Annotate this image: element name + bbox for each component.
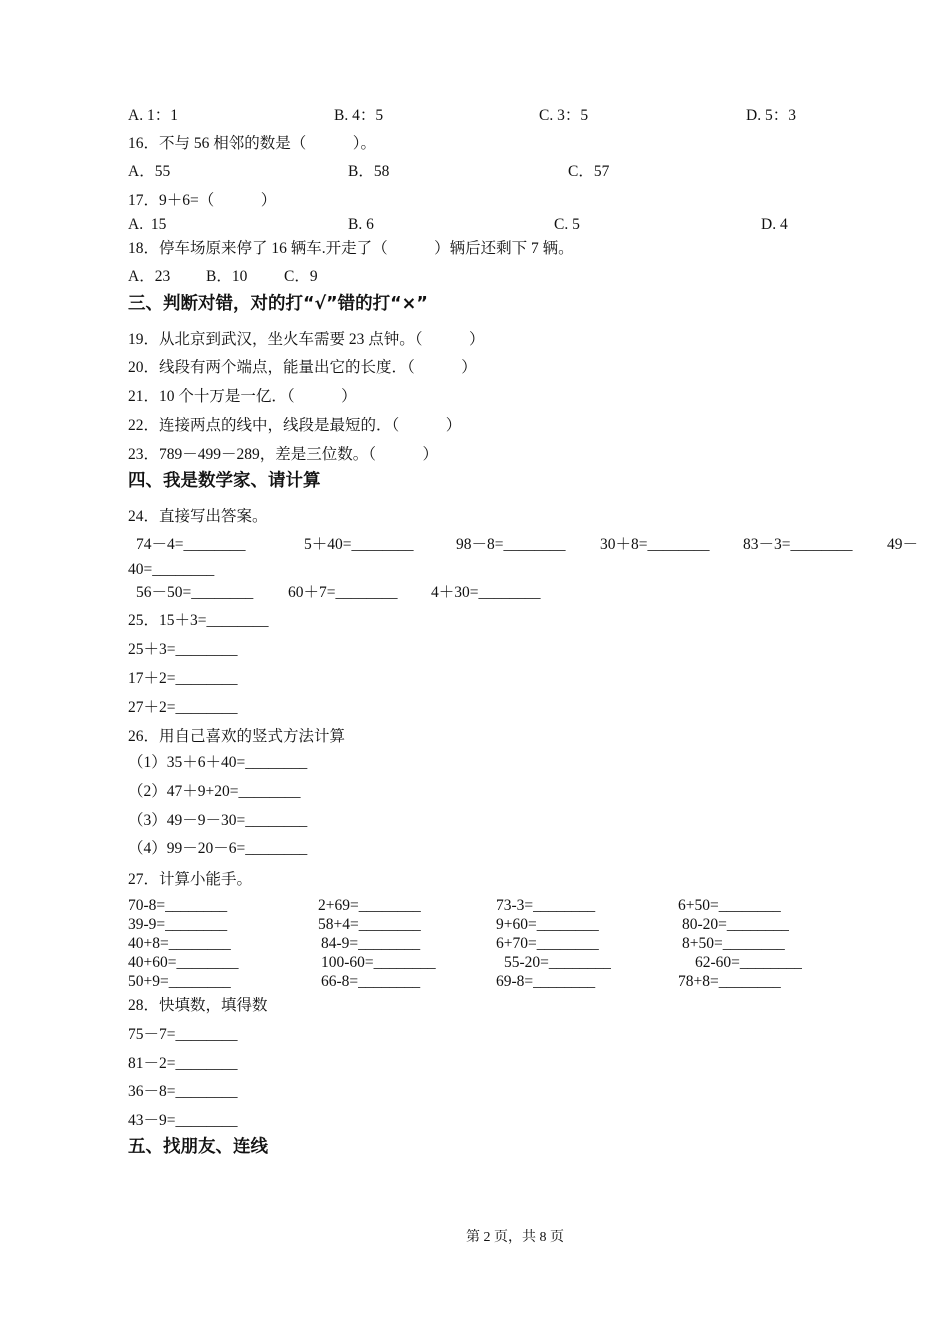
q27-expression: 9+60=________ — [496, 916, 599, 933]
q18-option-b: B．10 — [206, 268, 248, 285]
q24-expression: 60＋7=________ — [288, 584, 398, 601]
q24-expression: 74－4=________ — [136, 536, 246, 553]
q27-expression: 70-8=________ — [128, 897, 228, 914]
q27-expression: 78+8=________ — [678, 973, 781, 990]
q27-expression: 6+70=________ — [496, 935, 599, 952]
q24-expression: 30＋8=________ — [600, 536, 710, 553]
q27-expression: 80-20=________ — [682, 916, 789, 933]
q17-option-b: B. 6 — [348, 216, 374, 233]
q17-option-a: A. 15 — [128, 216, 167, 233]
q27-expression: 62-60=________ — [695, 954, 802, 971]
q25-line: 27＋2=________ — [128, 699, 238, 716]
q17-option-c: C. 5 — [554, 216, 580, 233]
q27-expression: 84-9=________ — [321, 935, 421, 952]
q28-item: 36－8=________ — [128, 1083, 238, 1100]
q27-expression: 40+8=________ — [128, 935, 231, 952]
q15-option-b: B. 4：5 — [334, 107, 384, 124]
section-4-title: 四、我是数学家、请计算 — [128, 471, 321, 491]
q25-line: 17＋2=________ — [128, 670, 238, 687]
q16-option-c: C．57 — [568, 163, 610, 180]
q27-stem: 27．计算小能手。 — [128, 871, 253, 888]
q27-expression: 66-8=________ — [321, 973, 421, 990]
q27-expression: 69-8=________ — [496, 973, 596, 990]
section-5-title: 五、找朋友、连线 — [128, 1137, 268, 1157]
q25-line: 25＋3=________ — [128, 641, 238, 658]
judge-item: 19．从北京到武汉，坐火车需要 23 点钟。（ ） — [128, 331, 485, 348]
q24-expression: 98－8=________ — [456, 536, 566, 553]
q27-expression: 73-3=________ — [496, 897, 596, 914]
q26-item: （2）47＋9+20=________ — [128, 783, 301, 800]
q26-item: （4）99－20－6=________ — [128, 840, 308, 857]
page-footer: 第 2 页，共 8 页 — [466, 1230, 564, 1245]
q25-line: 25．15＋3=________ — [128, 612, 269, 629]
q26-item: （1）35＋6＋40=________ — [128, 754, 308, 771]
judge-item: 21．10 个十万是一亿．（ ） — [128, 388, 357, 405]
q27-expression: 58+4=________ — [318, 916, 421, 933]
q28-item: 75－7=________ — [128, 1026, 238, 1043]
q27-expression: 100-60=________ — [321, 954, 436, 971]
q24-expression: 49－ — [887, 536, 919, 553]
q27-expression: 6+50=________ — [678, 897, 781, 914]
q24-expression: 5＋40=________ — [304, 536, 414, 553]
q26-item: （3）49－9－30=________ — [128, 812, 308, 829]
q16-option-b: B．58 — [348, 163, 390, 180]
q15-option-c: C. 3：5 — [539, 107, 589, 124]
q17-stem: 17．9＋6=（ ） — [128, 192, 277, 209]
q15-option-a: A. 1：1 — [128, 107, 178, 124]
q27-expression: 39-9=________ — [128, 916, 228, 933]
q24-stem: 24．直接写出答案。 — [128, 508, 268, 525]
q27-expression: 40+60=________ — [128, 954, 239, 971]
q28-item: 81－2=________ — [128, 1055, 238, 1072]
q27-expression: 50+9=________ — [128, 973, 231, 990]
q28-stem: 28．快填数，填得数 — [128, 997, 268, 1014]
q24-expression: 40=________ — [128, 561, 215, 578]
q17-option-d: D. 4 — [761, 216, 788, 233]
q16-option-a: A．55 — [128, 163, 171, 180]
q24-expression: 83－3=________ — [743, 536, 853, 553]
q28-item: 43－9=________ — [128, 1112, 238, 1129]
q15-option-d: D. 5：3 — [746, 107, 796, 124]
q18-option-c: C．9 — [284, 268, 318, 285]
judge-item: 23．789－499－289，差是三位数。（ ） — [128, 446, 439, 463]
q27-expression: 55-20=________ — [504, 954, 611, 971]
q27-expression: 2+69=________ — [318, 897, 421, 914]
q26-stem: 26．用自己喜欢的竖式方法计算 — [128, 728, 346, 745]
q18-option-a: A．23 — [128, 268, 171, 285]
q24-expression: 4＋30=________ — [431, 584, 541, 601]
judge-item: 20．线段有两个端点，能量出它的长度．（ ） — [128, 359, 477, 376]
section-3-title: 三、判断对错，对的打“√”错的打“×” — [128, 294, 428, 314]
q18-stem: 18．停车场原来停了 16 辆车.开走了（ ）辆后还剩下 7 辆。 — [128, 240, 574, 257]
judge-item: 22．连接两点的线中，线段是最短的．（ ） — [128, 417, 462, 434]
q27-expression: 8+50=________ — [682, 935, 785, 952]
q24-expression: 56－50=________ — [136, 584, 254, 601]
q16-stem: 16．不与 56 相邻的数是（ ）。 — [128, 135, 377, 152]
